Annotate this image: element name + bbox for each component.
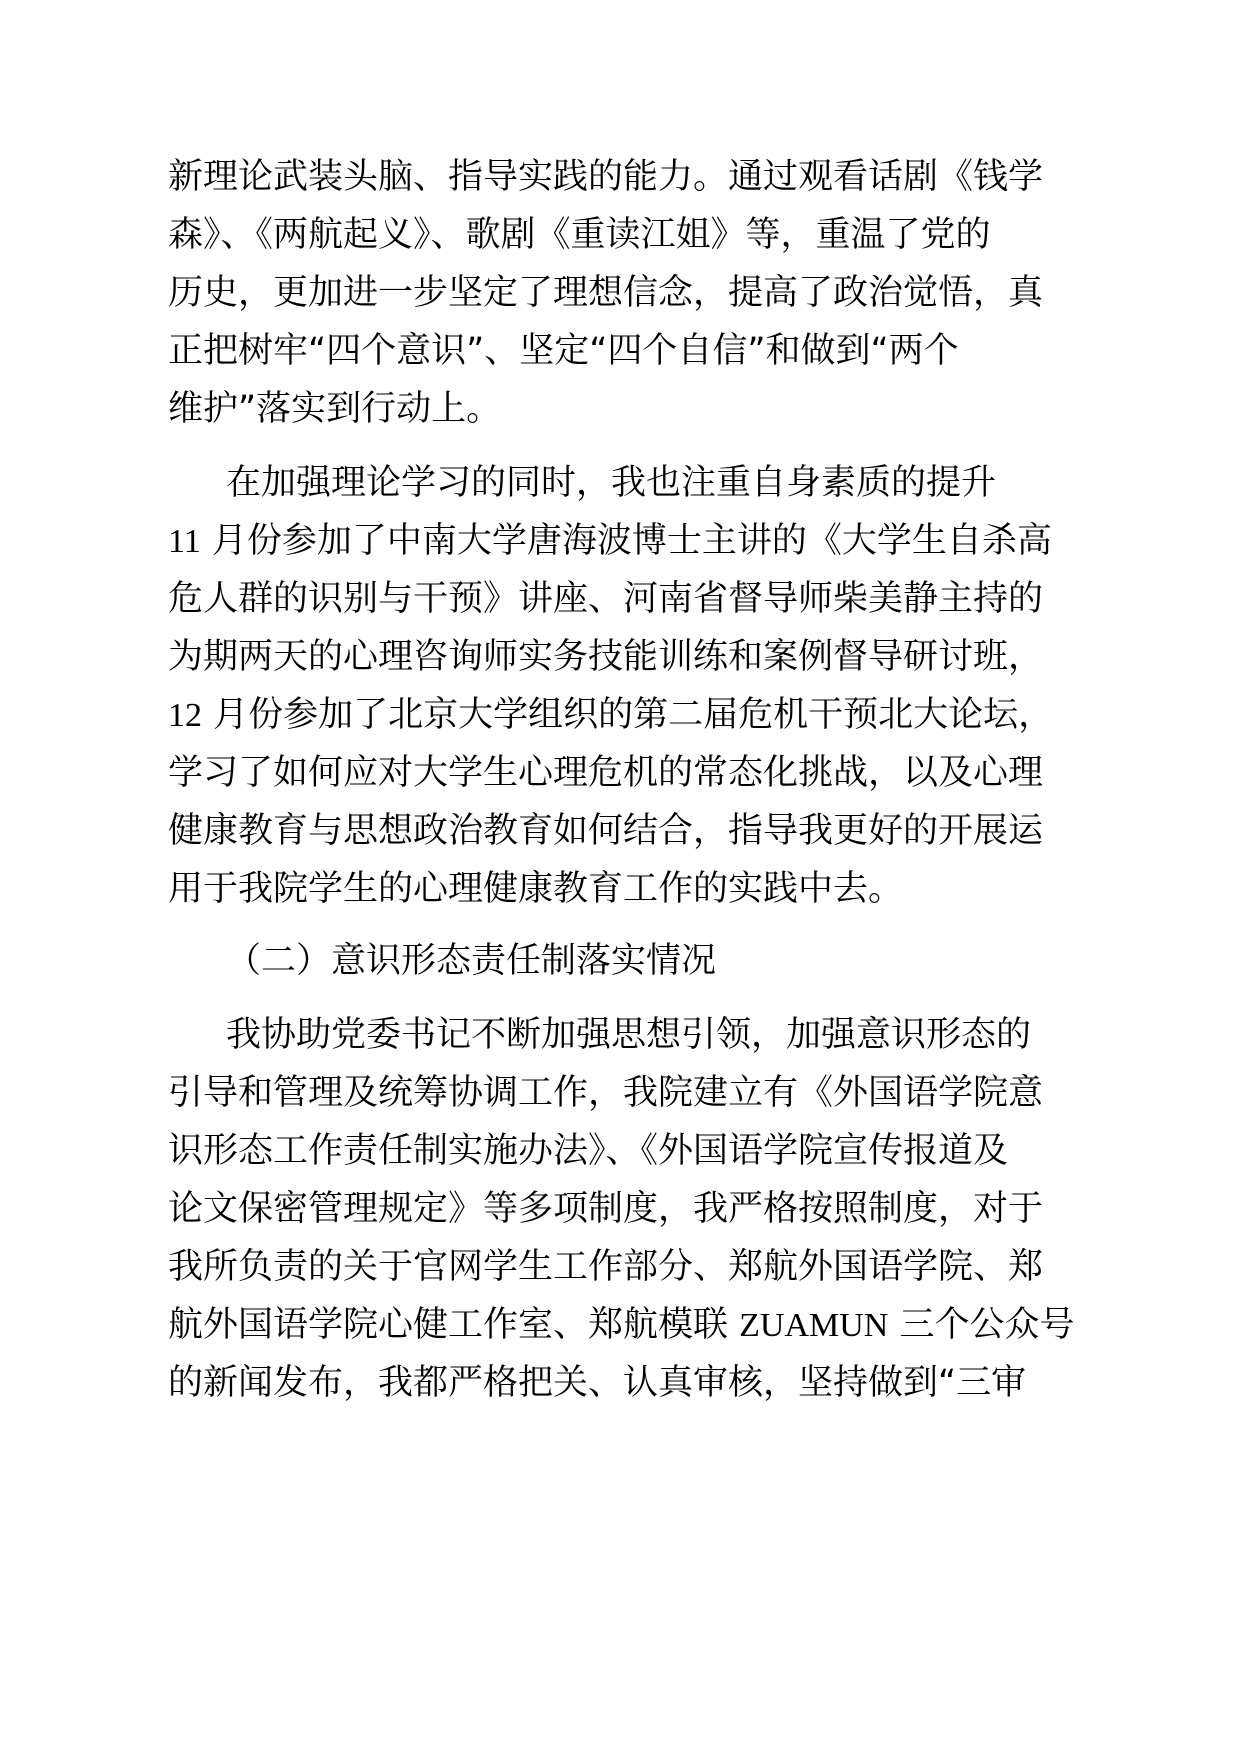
- paragraph-2-line-5-text: 月份参加了北京大学组织的第二届危机干预北大论坛，: [202, 695, 1054, 735]
- paragraph-3-line-7: 的新闻发布，我都严格把关、认真审核，坚持做到“三审: [168, 1363, 1027, 1403]
- paragraph-1-line-1: 新理论武装头脑、指导实践的能力。通过观看话剧《钱学: [168, 157, 1044, 197]
- paragraph-3-line-6: [168, 1303, 1075, 1347]
- paragraph-2-line-7: 健康教育与思想政治教育如何结合，指导我更好的开展运: [168, 811, 1044, 851]
- paragraph-1-line-5: 维护”落实到行动上。: [168, 389, 502, 429]
- paragraph-2-line-4: 为期两天的心理咨询师实务技能训练和案例督导研讨班，: [168, 637, 1044, 677]
- zuamun-text: ZUAMUN: [739, 1307, 889, 1344]
- paragraph-2-line-8: 用于我院学生的心理健康教育工作的实践中去。: [168, 869, 904, 909]
- section-heading: （二）意识形态责任制落实情况: [226, 941, 717, 981]
- paragraph-2-line-6: 学习了如何应对大学生心理危机的常态化挑战，以及心理: [168, 753, 1044, 793]
- paragraph-1-line-3: 历史，更加进一步坚定了理想信念，提高了政治觉悟，真: [168, 273, 1044, 313]
- paragraph-2-line-2-text: 月份参加了中南大学唐海波博士主讲的《大学生自杀高: [200, 521, 1052, 561]
- paragraph-3-line-4: 论文保密管理规定》等多项制度，我严格按照制度，对于: [168, 1189, 1044, 1229]
- month-number: 12: [168, 697, 202, 734]
- paragraph-1-line-2: 森》、《两航起义》、歌剧《重读江姐》等，重温了党的: [168, 215, 991, 255]
- paragraph-2-line-3: 危人群的识别与干预》讲座、河南省督导师柴美静主持的: [168, 579, 1044, 619]
- paragraph-2-line-1: 在加强理论学习的同时，我也注重自身素质的提升: [226, 463, 997, 503]
- paragraph-2-line-2: [168, 519, 1052, 563]
- paragraph-1-line-4: 正把树牢“四个意识”、坚定“四个自信”和做到“两个: [168, 331, 959, 371]
- paragraph-3-line-3: 识形态工作责任制实施办法》、《外国语学院宣传报道及: [168, 1131, 1009, 1171]
- paragraph-3-line-1: 我协助党委书记不断加强思想引领，加强意识形态的: [226, 1015, 1032, 1055]
- paragraph-2-line-5: [168, 693, 1053, 737]
- paragraph-3-line-2: 引导和管理及统筹协调工作，我院建立有《外国语学院意: [168, 1073, 1044, 1113]
- month-number: 11: [168, 523, 201, 560]
- paragraph-3-line-6-pre: 航外国语学院心健工作室、郑航模联: [168, 1305, 740, 1345]
- paragraph-3-line-6-post: 三个公众号: [888, 1305, 1075, 1345]
- paragraph-3-line-5: 我所负责的关于官网学生工作部分、郑航外国语学院、郑: [168, 1247, 1044, 1287]
